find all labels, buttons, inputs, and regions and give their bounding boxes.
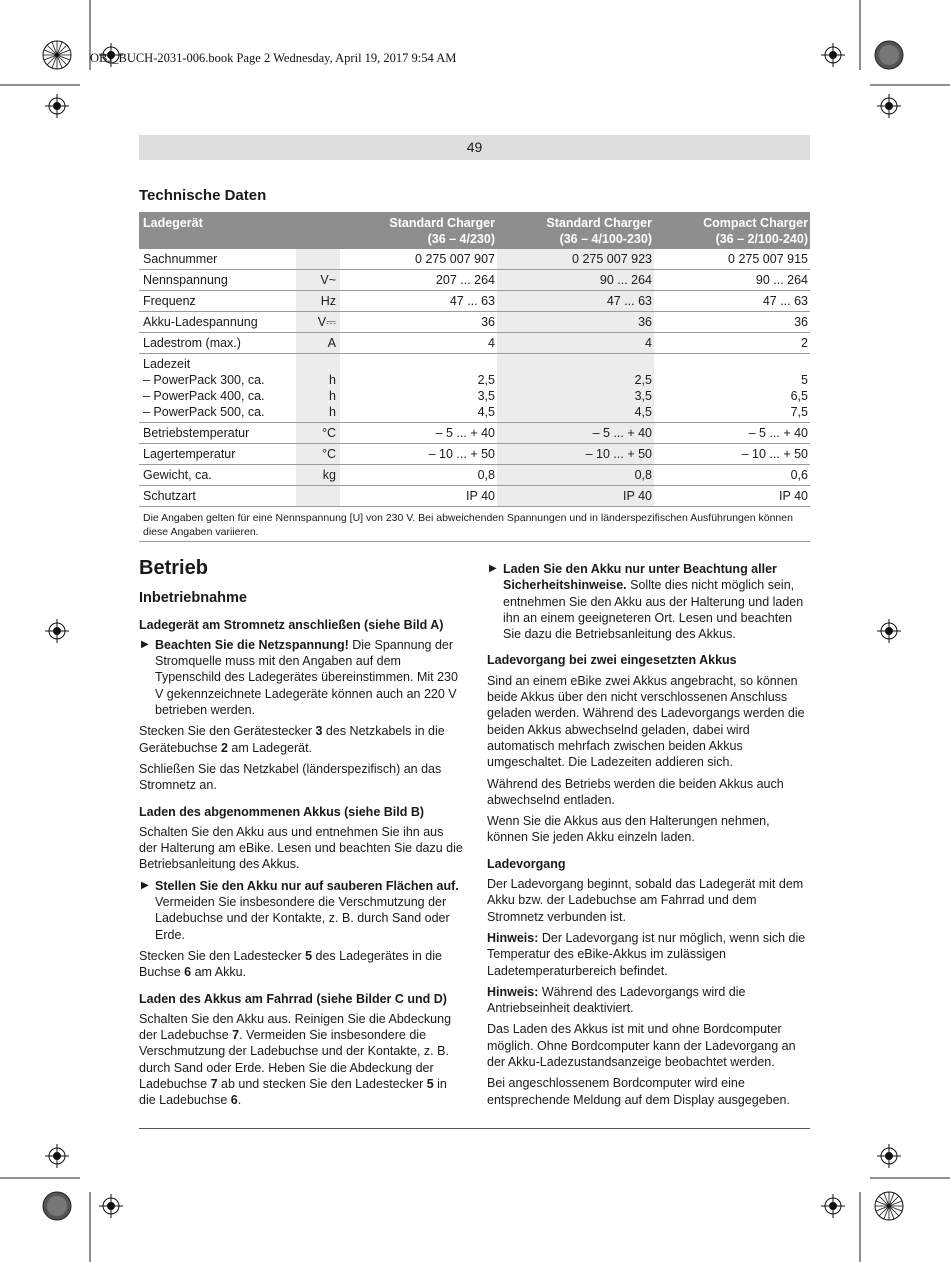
table-row [139, 249, 810, 270]
heading-charge-removed-battery: Laden des abgenommenen Akkus (siehe Bild B) [139, 804, 425, 819]
cell-charger-3: 0 275 007 915 [654, 249, 810, 270]
row-unit [296, 249, 340, 270]
heading-two-batteries: Ladevorgang bei zwei eingesetzten Akkus [487, 653, 737, 668]
value: 2,5 [634, 373, 652, 387]
triangle-bullet-icon: ▶ [489, 563, 497, 574]
paragraph: Hinweis: Der Ladevorgang ist nur möglich, wenn sich die Temperatur des eBike-Akkus im zulässigen Ladetemperaturbereich befindet. [487, 930, 806, 978]
bullet-bold-text: Stellen Sie den Akku nur auf sauberen Flächen auf. [155, 878, 459, 893]
row-label: Betriebstemperatur [139, 423, 296, 444]
cell-charger-2: – 5 ... + 40 [497, 423, 654, 444]
value: 4,5 [634, 405, 652, 419]
cell-charger-2: 90 ... 264 [497, 270, 654, 291]
cell-charger-1: 0,8 [340, 465, 497, 486]
row-label: Schutzart [139, 486, 296, 507]
row-label: Akku-Ladespannung [139, 312, 296, 333]
bullet-item [139, 637, 464, 718]
value: 7,5 [790, 405, 808, 419]
cell-charger-3 [654, 354, 810, 423]
paragraph: Wenn Sie die Akkus aus den Halterungen nehmen, können Sie jeden Akku einzeln laden. [487, 814, 770, 845]
heading-connect-mains: Ladegerät am Stromnetz anschließen (siehe Bild A) [139, 617, 444, 632]
table-row [139, 486, 810, 507]
paragraph: Der Ladevorgang beginnt, sobald das Ladegerät mit dem Akku bzw. der Ladebuchse am Fahrrad und dem Stromnetz verbunden ist. [487, 877, 804, 924]
hinweis-label: Hinweis: [487, 930, 539, 945]
row-label: Nennspannung [139, 270, 296, 291]
cell-charger-2: 36 [497, 312, 654, 333]
cell-charger-1: – 10 ... + 50 [340, 444, 497, 465]
hinweis-label: Hinweis: [487, 984, 539, 999]
charger-1-name: Standard Charger [389, 216, 495, 230]
column-header-label: Ladegerät [139, 212, 340, 249]
cell-charger-1: 207 ... 264 [340, 270, 497, 291]
unit-h: h [329, 405, 336, 419]
cell-charger-3: – 10 ... + 50 [654, 444, 810, 465]
cell-charger-3: 90 ... 264 [654, 270, 810, 291]
cell-charger-1 [340, 354, 497, 423]
cell-charger-2: IP 40 [497, 486, 654, 507]
paragraph: Stecken Sie den Ladestecker 5 des Ladegerätes in die Buchse 6 am Akku. [139, 948, 442, 980]
value: 3,5 [634, 389, 652, 403]
cell-charger-1: 36 [340, 312, 497, 333]
page-number: 49 [466, 139, 483, 155]
cell-charger-2 [497, 354, 654, 423]
table-row [139, 333, 810, 354]
table-footnote: Die Angaben gelten für eine Nennspannung [U] von 230 V. Bei abweichenden Spannungen und in länderspezifischen Ausführungen können diese Angaben variieren. [139, 507, 810, 542]
cell-charger-1: – 5 ... + 40 [340, 423, 497, 444]
cell-charger-3: 0,6 [654, 465, 810, 486]
value: 6,5 [790, 389, 808, 403]
column-header-charger-2 [497, 212, 654, 249]
cell-charger-2: 4 [497, 333, 654, 354]
bullet-bold-text: Laden Sie den Akku nur unter Beachtung aller Sicherheitshinweise. [503, 562, 777, 593]
table-row [139, 312, 810, 333]
bullet-bold-text: Beachten Sie die Netzspannung! [155, 637, 349, 652]
paragraph: Hinweis: Während des Ladevorgangs wird die Antriebseinheit deaktiviert. [487, 984, 746, 1016]
tech-data-table [139, 212, 810, 542]
table-row [139, 423, 810, 444]
cell-charger-2: 0,8 [497, 465, 654, 486]
right-column [487, 561, 810, 1113]
paragraph: Stecken Sie den Gerätestecker 3 des Netzkabels in die Gerätebuchse 2 am Ladegerät. [139, 724, 445, 755]
value: 4,5 [477, 405, 495, 419]
cell-charger-3: 36 [654, 312, 810, 333]
footer-rule [139, 1128, 810, 1129]
row-unit: °C [296, 423, 340, 444]
left-column [139, 557, 464, 1114]
cell-charger-3: 2 [654, 333, 810, 354]
row-unit: V⎓ [296, 312, 340, 333]
row-unit: V~ [296, 270, 340, 291]
value: 2,5 [477, 373, 495, 387]
paragraph: Bei angeschlossenem Bordcomputer wird eine entsprechende Meldung auf dem Display ausgegeben. [487, 1076, 790, 1107]
column-header-charger-3 [654, 212, 810, 249]
paragraph: Schalten Sie den Akku aus. Reinigen Sie die Abdeckung der Ladebuchse 7. Vermeiden Sie insbesondere die Verschmutzung der Ladebuchse und der Kontakte, z. B. durch Sand oder Erde. Heben Sie die Abdeckung der Ladebuchse 7 ab und stecken Sie den Ladestecker 5 in die Ladebuchse 6. [139, 1011, 452, 1108]
ladezeit-label: Ladezeit [143, 357, 191, 371]
subsection-title-inbetriebnahme: Inbetriebnahme [139, 590, 247, 607]
charger-3-model: (36 – 2/100-240) [715, 232, 808, 246]
row-label: Ladestrom (max.) [139, 333, 296, 354]
cell-charger-1: 47 ... 63 [340, 291, 497, 312]
cell-charger-3: – 5 ... + 40 [654, 423, 810, 444]
cell-charger-1: 4 [340, 333, 497, 354]
ladezeit-sub-300: – PowerPack 300, ca. [143, 373, 265, 387]
bullet-item [139, 878, 464, 943]
paragraph: Sind an einem eBike zwei Akkus angebracht, so können beide Akkus über den nicht verschlossenen Anschluss geladen werden. Während des Ladevorgangs werden die beiden Akkus abwechselnd geladen, dabei wird automatisch mehrfach zwischen beiden Akkus umgeschaltet. Die Ladezeiten addieren sich. [487, 673, 805, 770]
page-number-band [139, 135, 810, 160]
row-unit: kg [296, 465, 340, 486]
cell-charger-2: 0 275 007 923 [497, 249, 654, 270]
cell-charger-3: IP 40 [654, 486, 810, 507]
bullet-text: Vermeiden Sie insbesondere die Verschmutzung der Ladebuchse und der Kontakte, z. B. durch Sand oder Erde. [155, 895, 450, 942]
cell-charger-2: 47 ... 63 [497, 291, 654, 312]
row-unit: °C [296, 444, 340, 465]
row-unit: A [296, 333, 340, 354]
heading-charge-on-bike: Laden des Akkus am Fahrrad (siehe Bilder C und D) [139, 991, 447, 1006]
unit-h: h [329, 373, 336, 387]
tech-data-title: Technische Daten [139, 187, 267, 204]
heading-ladevorgang: Ladevorgang [487, 856, 566, 871]
row-label-ladezeit [139, 354, 296, 423]
table-row-ladezeit [139, 354, 810, 423]
row-label: Sachnummer [139, 249, 296, 270]
table-row [139, 270, 810, 291]
cell-charger-3: 47 ... 63 [654, 291, 810, 312]
triangle-bullet-icon: ▶ [141, 638, 149, 650]
charger-3-name: Compact Charger [703, 216, 808, 230]
cell-charger-1: 0 275 007 907 [340, 249, 497, 270]
charger-2-name: Standard Charger [546, 216, 652, 230]
table-row [139, 465, 810, 486]
table-header-row [139, 212, 810, 249]
row-unit: Hz [296, 291, 340, 312]
unit-h: h [329, 389, 336, 403]
row-label: Frequenz [139, 291, 296, 312]
book-slug-line: OBJ_BUCH-2031-006.book Page 2 Wednesday, April 19, 2017 9:54 AM [90, 51, 457, 65]
cell-charger-1: IP 40 [340, 486, 497, 507]
bullet-text: Die Spannung der Stromquelle muss mit den Angaben auf dem Typenschild des Ladegerätes übereinstimmen. Mit 230 V gekennzeichnete Ladegeräte können auch an 220 V betrieben werden. [155, 637, 458, 718]
row-unit [296, 486, 340, 507]
column-header-charger-1 [340, 212, 497, 249]
triangle-bullet-icon: ▶ [141, 879, 149, 891]
row-unit [296, 354, 340, 423]
table-note-row [139, 507, 810, 542]
bullet-text: Sollte dies nicht möglich sein, entnehmen Sie den Akku aus der Halterung und laden ihn an einem geeigneteren Ort. Lesen und beachten Sie dazu die Betriebsanleitung des Akkus. [503, 578, 804, 642]
row-label: Gewicht, ca. [139, 465, 296, 486]
ladezeit-sub-400: – PowerPack 400, ca. [143, 389, 265, 403]
paragraph: Schalten Sie den Akku aus und entnehmen Sie ihn aus der Halterung am eBike. Lesen und beachten Sie dazu die Betriebsanleitung des Akkus. [139, 824, 463, 872]
section-title-betrieb: Betrieb [139, 557, 208, 579]
bullet-item [487, 561, 810, 642]
table-row [139, 444, 810, 465]
cell-charger-2: – 10 ... + 50 [497, 444, 654, 465]
paragraph: Während des Betriebs werden die beiden Akkus auch abwechselnd entladen. [487, 776, 784, 807]
charger-1-model: (36 – 4/230) [427, 232, 495, 246]
row-label: Lagertemperatur [139, 444, 296, 465]
charger-2-model: (36 – 4/100-230) [559, 232, 652, 246]
table-row [139, 291, 810, 312]
value: 5 [801, 373, 808, 387]
ladezeit-sub-500: – PowerPack 500, ca. [143, 405, 265, 419]
value: 3,5 [477, 389, 495, 403]
paragraph: Schließen Sie das Netzkabel (länderspezifisch) an das Stromnetz an. [139, 761, 442, 793]
paragraph: Das Laden des Akkus ist mit und ohne Bordcomputer möglich. Ohne Bordcomputer kann der Ladevorgang an der Akku-Ladezustandsanzeige beobachtet werden. [487, 1022, 796, 1070]
